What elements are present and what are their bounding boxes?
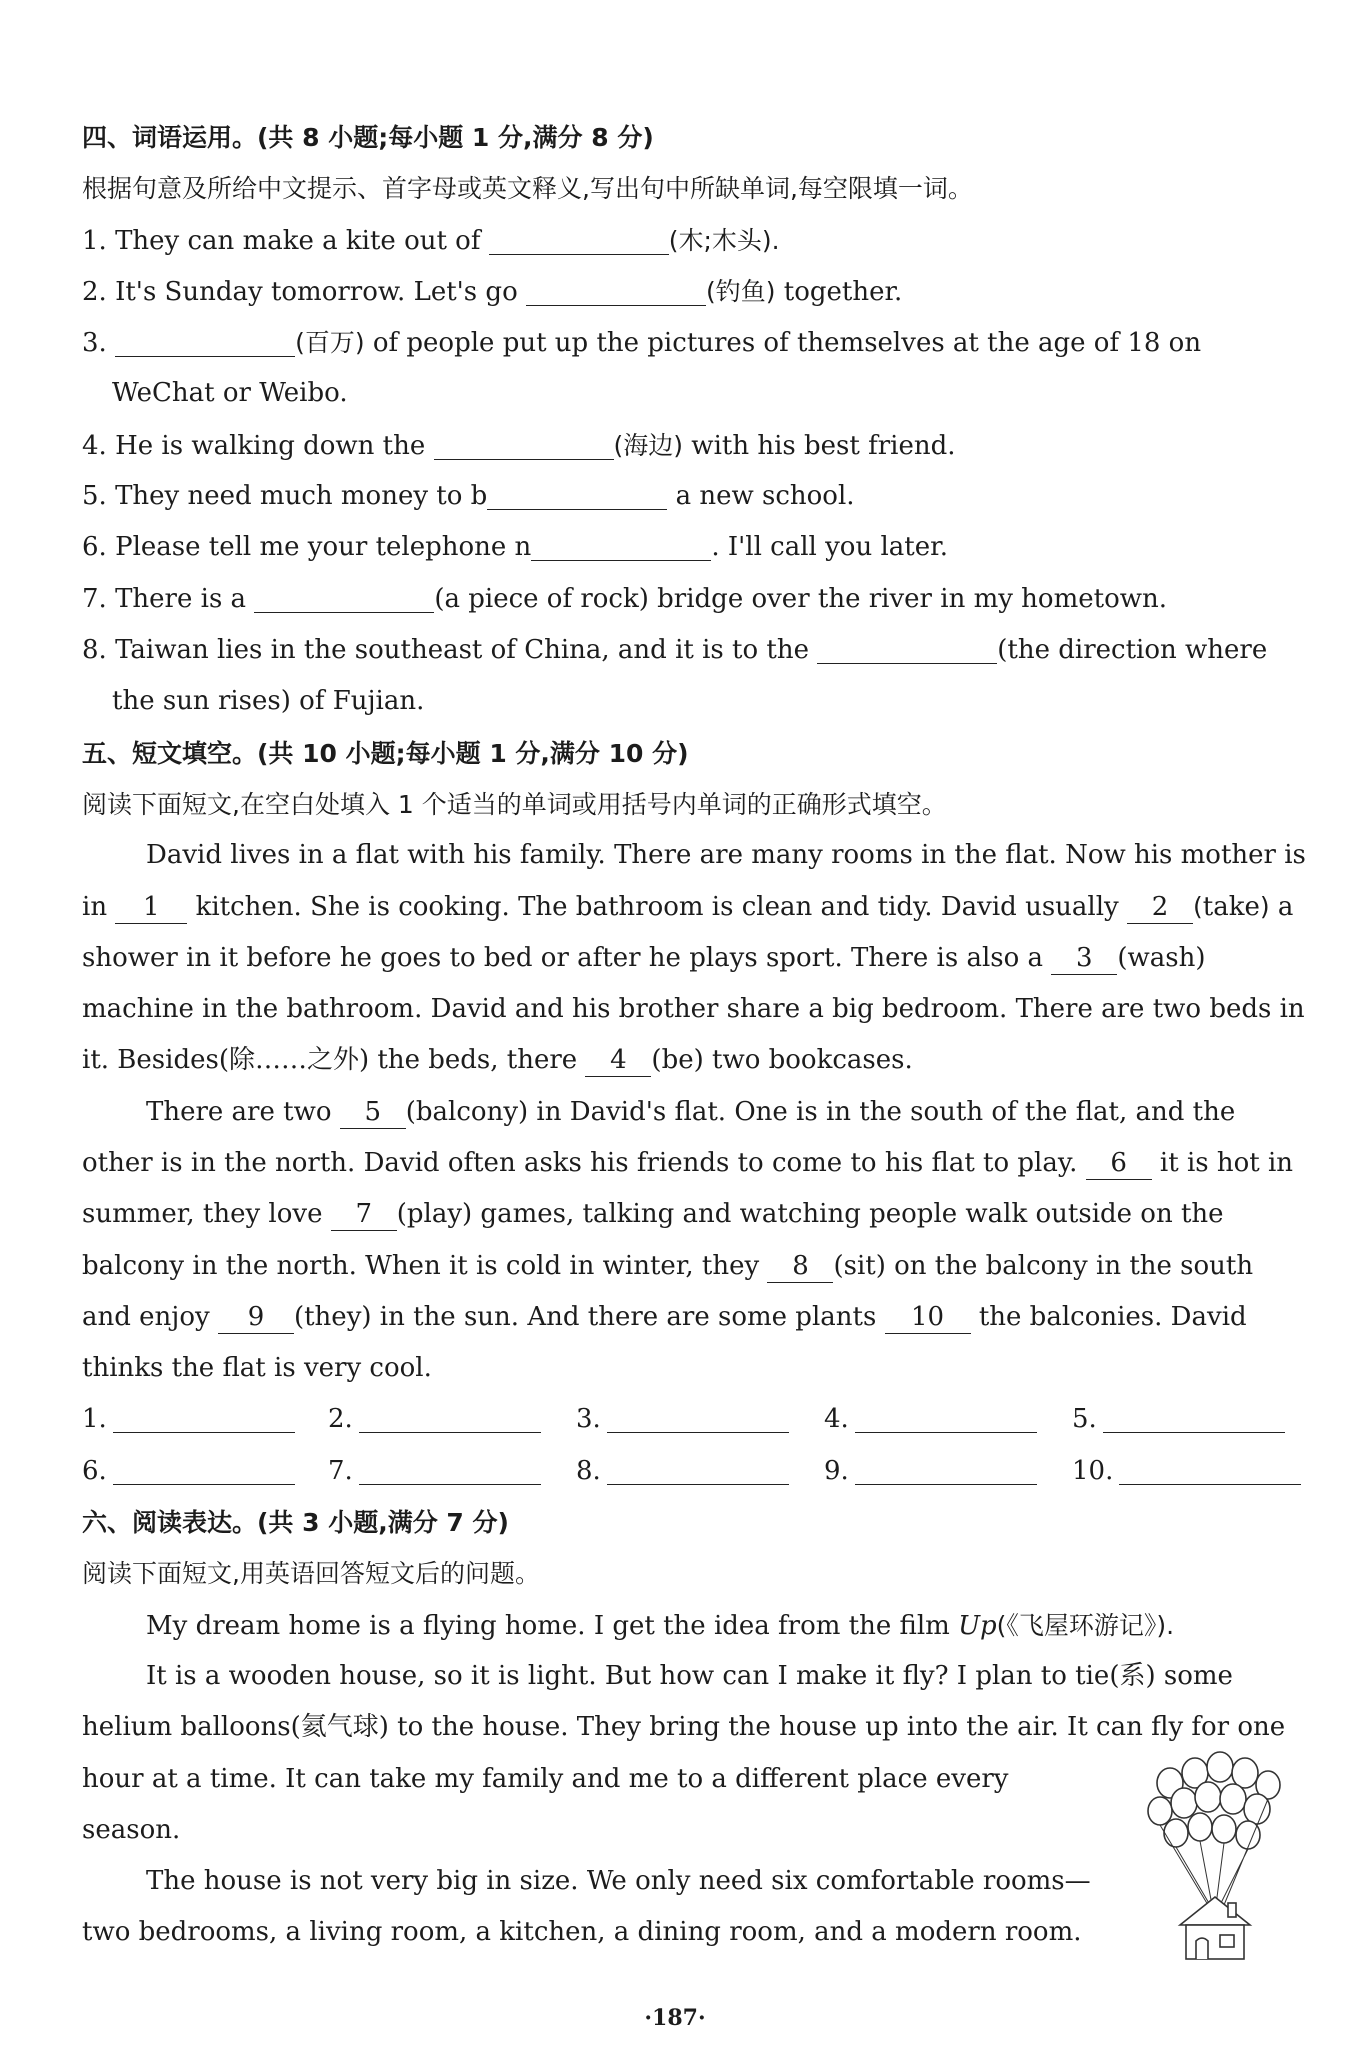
gap-1[interactable]: 1 [115,891,187,924]
question-6: 6. Please tell me your telephone n . I'll call you later. [82,532,948,563]
passage-line: other is in the north. David often asks his friends to come to his flat to play. 6 it is hot in [82,1147,1294,1178]
passage-line: in 1 kitchen. She is cooking. The bathroom is clean and tidy. David usually 2 (take) a [82,892,1294,923]
section5-instruction: 阅读下面短文,在空白处填入 1 个适当的单词或用括号内单词的正确形式填空。 [82,789,947,819]
answer-field-1[interactable] [113,1402,295,1433]
answer-field-7[interactable] [359,1454,541,1485]
gap-8[interactable]: 8 [767,1250,833,1283]
passage-line: summer, they love 7 (play) games, talking and watching people walk outside on the [82,1199,1224,1230]
answer-field-9[interactable] [855,1454,1037,1485]
reading-line: hour at a time. It can take my family and me to a different place every [82,1763,1009,1794]
question-5: 5. They need much money to b a new school. [82,481,855,512]
answer-field-6[interactable] [113,1454,295,1485]
answer-blank-2[interactable] [526,275,706,306]
passage-line: shower in it before he goes to bed or after he plays sport. There is also a 3 (wash) [82,942,1206,973]
gap-6[interactable]: 6 [1086,1147,1152,1180]
answer-field-5[interactable] [1103,1402,1285,1433]
reading-line: helium balloons(氦气球) to the house. They bring the house up into the air. It can fly for one [82,1712,1286,1743]
passage-line: balcony in the north. When it is cold in winter, they 8 (sit) on the balcony in the south [82,1250,1254,1281]
balloon-house-illustration [1140,1745,1290,1965]
reading-line: The house is not very big in size. We only need six comfortable rooms— [146,1866,1091,1897]
page-number: ·187· [644,2005,706,2031]
reading-line: two bedrooms, a living room, a kitchen, a dining room, and a modern room. [82,1917,1082,1948]
reading-line: season. [82,1814,181,1845]
passage-line: machine in the bathroom. David and his brother share a big bedroom. There are two beds in [82,994,1305,1025]
passage-line: it. Besides(除……之外) the beds, there 4 (be) two bookcases. [82,1045,913,1076]
section5-heading: 五、短文填空。(共 10 小题;每小题 1 分,满分 10 分) [82,738,689,768]
answer-row-1: 1. 2. 3. 4. 5. [82,1394,1322,1445]
section6-heading: 六、阅读表达。(共 3 小题,满分 7 分) [82,1508,509,1538]
answer-blank-4[interactable] [434,429,614,460]
answer-row-2: 6. 7. 8. 9. 10. [82,1446,1322,1497]
question-1: 1. They can make a kite out of (木;木头). [82,225,780,256]
passage-line: There are two 5 (balcony) in David's flat. One is in the south of the flat, and the [146,1096,1236,1127]
section6-instruction: 阅读下面短文,用英语回答短文后的问题。 [82,1559,540,1589]
gap-9[interactable]: 9 [218,1301,294,1334]
passage-line: thinks the flat is very cool. [82,1353,432,1384]
answer-blank-7[interactable] [254,582,434,613]
answer-blank-8[interactable] [817,633,997,664]
question-8-cont: the sun rises) of Fujian. [112,686,425,717]
question-3-cont: WeChat or Weibo. [112,378,348,409]
question-3: 3. (百万) of people put up the pictures of themselves at the age of 18 on [82,328,1202,359]
gap-5[interactable]: 5 [340,1096,406,1129]
answer-blank-1[interactable] [489,224,669,255]
answer-field-10[interactable] [1119,1454,1301,1485]
gap-7[interactable]: 7 [331,1198,397,1231]
gap-3[interactable]: 3 [1051,942,1117,975]
gap-4[interactable]: 4 [585,1044,651,1077]
answer-blank-6[interactable] [531,530,711,561]
gap-10[interactable]: 10 [885,1301,971,1334]
answer-field-2[interactable] [359,1402,541,1433]
reading-line: It is a wooden house, so it is light. But how can I make it fly? I plan to tie(系) some [146,1660,1233,1691]
answer-field-3[interactable] [607,1402,789,1433]
reading-line: My dream home is a flying home. I get the idea from the film Up(《飞屋环游记》). [146,1610,1175,1641]
question-4: 4. He is walking down the (海边) with his best friend. [82,430,956,461]
answer-field-4[interactable] [855,1402,1037,1433]
question-7: 7. There is a (a piece of rock) bridge over the river in my hometown. [82,583,1167,614]
section4-heading: 四、词语运用。(共 8 小题;每小题 1 分,满分 8 分) [82,123,654,152]
question-8: 8. Taiwan lies in the southeast of China, and it is to the (the direction where [82,634,1268,665]
section4-instruction: 根据句意及所给中文提示、首字母或英文释义,写出句中所缺单词,每空限填一词。 [82,174,973,204]
passage-line: David lives in a flat with his family. There are many rooms in the flat. Now his mother is [146,840,1306,871]
passage-line: and enjoy 9 (they) in the sun. And there are some plants 10 the balconies. David [82,1301,1247,1332]
page-content [82,112,1322,1959]
question-2: 2. It's Sunday tomorrow. Let's go (钓鱼) together. [82,276,903,307]
answer-field-8[interactable] [607,1454,789,1485]
gap-2[interactable]: 2 [1127,891,1193,924]
answer-blank-3[interactable] [115,326,295,357]
answer-blank-5[interactable] [487,479,667,510]
